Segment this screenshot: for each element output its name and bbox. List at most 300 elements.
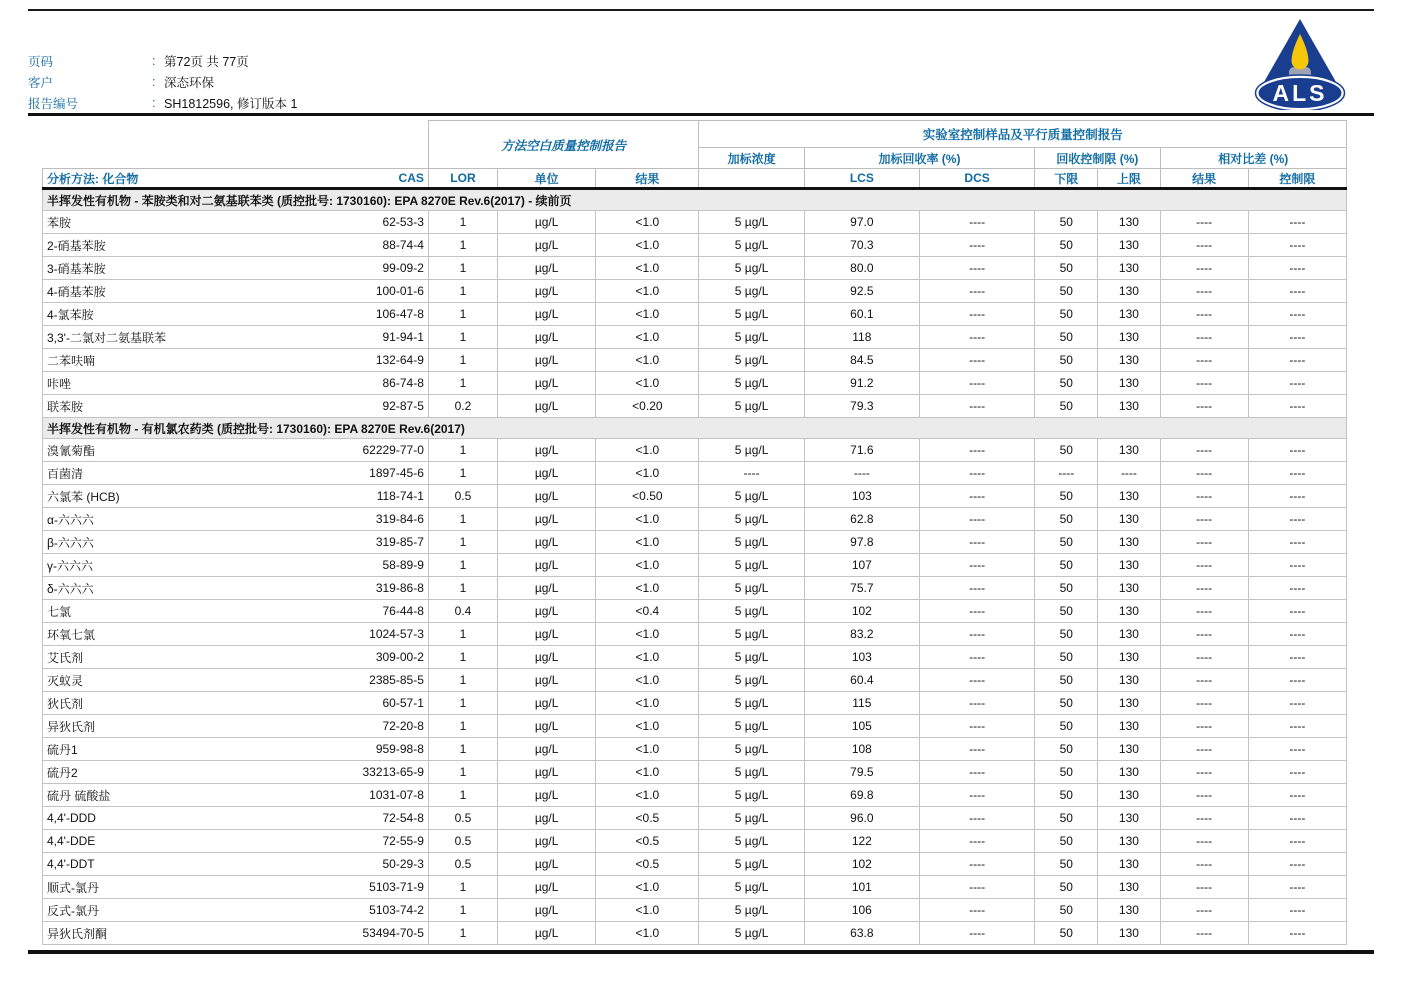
cell-lower-limit: 50 <box>1035 531 1098 554</box>
compound-name: α-六六六 <box>47 512 94 527</box>
compound-name: 二苯呋喃 <box>47 353 96 368</box>
method-compound-header-cell <box>43 169 429 189</box>
cell-blank-result: <1.0 <box>596 692 699 715</box>
header-row-page <box>28 50 297 71</box>
cell-blank-result: <0.5 <box>596 830 699 853</box>
cell-unit: µg/L <box>498 761 596 784</box>
compound-cell <box>43 692 429 715</box>
cell-unit: µg/L <box>498 439 596 462</box>
cell-upper-limit: 130 <box>1098 807 1160 830</box>
cell-upper-limit: 130 <box>1098 554 1160 577</box>
table-row <box>43 349 1347 372</box>
client-label: 客户 <box>28 75 54 90</box>
compound-name: 硫丹 硫酸盐 <box>47 788 111 803</box>
compound-cell <box>43 485 429 508</box>
cell-upper-limit: ---- <box>1098 462 1160 485</box>
compound-cell <box>43 395 429 418</box>
page-number-label: 页码 <box>28 54 54 69</box>
cell-rpd-result: ---- <box>1160 600 1248 623</box>
cell-lcs: 63.8 <box>804 922 919 945</box>
table-row <box>43 853 1347 876</box>
cell-blank-result: <0.4 <box>596 600 699 623</box>
compound-cell <box>43 715 429 738</box>
cell-spike-conc: 5 µg/L <box>699 577 804 600</box>
cell-spike-conc: 5 µg/L <box>699 280 804 303</box>
cell-unit: µg/L <box>498 830 596 853</box>
compound-name: 硫丹1 <box>47 742 78 757</box>
cell-rpd-result: ---- <box>1160 508 1248 531</box>
cell-blank-result: <1.0 <box>596 303 699 326</box>
cell-lor: 1 <box>428 303 497 326</box>
cas-number: 62229-77-0 <box>362 443 424 457</box>
cell-unit: µg/L <box>498 462 596 485</box>
cas-number: 86-74-8 <box>382 376 424 390</box>
cell-rpd-result: ---- <box>1160 807 1248 830</box>
cell-lower-limit: 50 <box>1035 554 1098 577</box>
cell-unit: µg/L <box>498 372 596 395</box>
cas-number: 5103-71-9 <box>369 880 424 894</box>
cell-lcs: 106 <box>804 899 919 922</box>
compound-name: 灭蚁灵 <box>47 673 84 688</box>
cell-upper-limit: 130 <box>1098 485 1160 508</box>
cell-upper-limit: 130 <box>1098 600 1160 623</box>
cell-dcs: ---- <box>919 876 1034 899</box>
cell-blank-result: <0.5 <box>596 807 699 830</box>
compound-name: 4,4'-DDE <box>47 834 96 848</box>
table-row <box>43 439 1347 462</box>
cell-rpd-limit: ---- <box>1248 784 1346 807</box>
cas-number: 100-01-6 <box>375 284 424 298</box>
cell-spike-conc: 5 µg/L <box>699 257 804 280</box>
compound-cell <box>43 761 429 784</box>
cell-unit: µg/L <box>498 692 596 715</box>
cell-upper-limit: 130 <box>1098 830 1160 853</box>
lcs-group-title: 实验室控制样品及平行质量控制报告 <box>699 121 1347 148</box>
cas-number: 72-54-8 <box>382 811 424 825</box>
blank-corner <box>43 121 429 169</box>
cell-lcs: 71.6 <box>804 439 919 462</box>
cell-rpd-limit: ---- <box>1248 807 1346 830</box>
compound-cell <box>43 922 429 945</box>
cell-lower-limit: 50 <box>1035 211 1098 234</box>
compound-cell <box>43 784 429 807</box>
compound-cell <box>43 600 429 623</box>
compound-name: 4-氯苯胺 <box>47 307 94 322</box>
cell-upper-limit: 130 <box>1098 211 1160 234</box>
cell-unit: µg/L <box>498 349 596 372</box>
cell-unit: µg/L <box>498 508 596 531</box>
cell-rpd-limit: ---- <box>1248 761 1346 784</box>
colon: : <box>152 95 156 110</box>
cell-spike-conc: 5 µg/L <box>699 669 804 692</box>
table-row <box>43 784 1347 807</box>
compound-name: 苯胺 <box>47 215 72 230</box>
cell-blank-result: <1.0 <box>596 211 699 234</box>
cell-blank-result: <1.0 <box>596 349 699 372</box>
cell-rpd-result: ---- <box>1160 830 1248 853</box>
cell-lor: 1 <box>428 738 497 761</box>
cell-rpd-limit: ---- <box>1248 623 1346 646</box>
cell-rpd-limit: ---- <box>1248 554 1346 577</box>
compound-cell <box>43 234 429 257</box>
rpd-limit-header: 控制限 <box>1248 169 1346 189</box>
cell-rpd-limit: ---- <box>1248 899 1346 922</box>
cell-upper-limit: 130 <box>1098 715 1160 738</box>
compound-cell <box>43 577 429 600</box>
cas-number: 72-55-9 <box>382 834 424 848</box>
cell-lcs: 91.2 <box>804 372 919 395</box>
cell-dcs: ---- <box>919 853 1034 876</box>
cell-upper-limit: 130 <box>1098 646 1160 669</box>
method-compound-header: 分析方法: 化合物 <box>47 171 139 186</box>
cas-number: 1031-07-8 <box>369 788 424 802</box>
cell-blank-result: <1.0 <box>596 531 699 554</box>
cell-spike-conc: 5 µg/L <box>699 830 804 853</box>
cell-lcs: 103 <box>804 485 919 508</box>
cell-dcs: ---- <box>919 669 1034 692</box>
section-header-row <box>43 189 1347 211</box>
cell-rpd-limit: ---- <box>1248 692 1346 715</box>
cell-spike-conc: 5 µg/L <box>699 692 804 715</box>
cell-spike-conc: 5 µg/L <box>699 395 804 418</box>
cell-lcs: 92.5 <box>804 280 919 303</box>
cell-upper-limit: 130 <box>1098 922 1160 945</box>
cell-unit: µg/L <box>498 303 596 326</box>
compound-cell <box>43 257 429 280</box>
cell-lower-limit: 50 <box>1035 669 1098 692</box>
cell-dcs: ---- <box>919 531 1034 554</box>
compound-cell <box>43 554 429 577</box>
cell-lcs: 102 <box>804 600 919 623</box>
cell-blank-result: <1.0 <box>596 784 699 807</box>
compound-name: 4,4'-DDT <box>47 857 95 871</box>
cell-lor: 1 <box>428 439 497 462</box>
top-rule <box>28 9 1374 11</box>
rpd-result-header: 结果 <box>1160 169 1248 189</box>
cell-upper-limit: 130 <box>1098 692 1160 715</box>
cell-rpd-result: ---- <box>1160 439 1248 462</box>
cell-blank-result: <1.0 <box>596 554 699 577</box>
colon: : <box>152 74 156 89</box>
cell-blank-result: <1.0 <box>596 876 699 899</box>
cas-number: 319-86-8 <box>375 581 424 595</box>
compound-name: 艾氏剂 <box>47 650 84 665</box>
cell-dcs: ---- <box>919 508 1034 531</box>
compound-name: 反式-氯丹 <box>47 903 99 918</box>
cell-blank-result: <1.0 <box>596 922 699 945</box>
header-row-client <box>28 71 297 92</box>
spike-conc-header: 加标浓度 <box>699 148 804 169</box>
cell-dcs: ---- <box>919 326 1034 349</box>
cell-rpd-result: ---- <box>1160 623 1248 646</box>
compound-cell <box>43 531 429 554</box>
cell-dcs: ---- <box>919 922 1034 945</box>
cell-blank-result: <1.0 <box>596 761 699 784</box>
cell-rpd-limit: ---- <box>1248 439 1346 462</box>
cell-lor: 1 <box>428 508 497 531</box>
cas-number: 53494-70-5 <box>362 926 424 940</box>
cell-upper-limit: 130 <box>1098 280 1160 303</box>
cell-spike-conc: 5 µg/L <box>699 761 804 784</box>
cas-number: 33213-65-9 <box>362 765 424 779</box>
cell-spike-conc: 5 µg/L <box>699 554 804 577</box>
cell-dcs: ---- <box>919 761 1034 784</box>
cell-lower-limit: 50 <box>1035 830 1098 853</box>
report-no-value: SH1812596, 修订版本 1 <box>164 96 298 111</box>
cell-lcs: 115 <box>804 692 919 715</box>
cell-rpd-result: ---- <box>1160 784 1248 807</box>
cell-unit: µg/L <box>498 876 596 899</box>
cell-dcs: ---- <box>919 899 1034 922</box>
cell-lcs: ---- <box>804 462 919 485</box>
cell-spike-conc: 5 µg/L <box>699 922 804 945</box>
cell-lcs: 102 <box>804 853 919 876</box>
cell-rpd-result: ---- <box>1160 211 1248 234</box>
cell-lcs: 97.8 <box>804 531 919 554</box>
cas-number: 50-29-3 <box>382 857 424 871</box>
cell-dcs: ---- <box>919 807 1034 830</box>
cell-spike-conc: 5 µg/L <box>699 211 804 234</box>
cell-upper-limit: 130 <box>1098 372 1160 395</box>
cell-blank-result: <1.0 <box>596 508 699 531</box>
page-number-value: 第72页 共 77页 <box>164 54 249 69</box>
cas-number: 1024-57-3 <box>369 627 424 641</box>
table-row <box>43 531 1347 554</box>
cell-rpd-limit: ---- <box>1248 738 1346 761</box>
cell-rpd-limit: ---- <box>1248 531 1346 554</box>
table-row <box>43 280 1347 303</box>
compound-cell <box>43 280 429 303</box>
table-row <box>43 508 1347 531</box>
cell-dcs: ---- <box>919 485 1034 508</box>
cell-rpd-limit: ---- <box>1248 876 1346 899</box>
table-row <box>43 830 1347 853</box>
cell-rpd-result: ---- <box>1160 395 1248 418</box>
cell-lower-limit: 50 <box>1035 508 1098 531</box>
compound-name: 3,3'-二氯对二氨基联苯 <box>47 330 166 345</box>
cell-unit: µg/L <box>498 326 596 349</box>
cell-dcs: ---- <box>919 577 1034 600</box>
cell-spike-conc: 5 µg/L <box>699 738 804 761</box>
header-divider-rule <box>28 113 1374 116</box>
cell-lor: 1 <box>428 211 497 234</box>
cell-upper-limit: 130 <box>1098 395 1160 418</box>
cell-dcs: ---- <box>919 211 1034 234</box>
table-row <box>43 234 1347 257</box>
cell-blank-result: <1.0 <box>596 738 699 761</box>
compound-name: 咔唑 <box>47 376 72 391</box>
recovery-group-header: 加标回收率 (%) <box>804 148 1035 169</box>
cell-lower-limit: 50 <box>1035 623 1098 646</box>
cell-upper-limit: 130 <box>1098 349 1160 372</box>
cell-rpd-result: ---- <box>1160 853 1248 876</box>
compound-cell <box>43 830 429 853</box>
compound-name: 联苯胺 <box>47 399 84 414</box>
cas-header: CAS <box>398 171 424 185</box>
cell-lor: 1 <box>428 876 497 899</box>
cell-rpd-limit: ---- <box>1248 349 1346 372</box>
cell-spike-conc: 5 µg/L <box>699 715 804 738</box>
cell-unit: µg/L <box>498 922 596 945</box>
compound-cell <box>43 326 429 349</box>
cell-lower-limit: 50 <box>1035 485 1098 508</box>
report-header <box>28 50 297 113</box>
cell-lor: 0.5 <box>428 807 497 830</box>
compound-cell <box>43 853 429 876</box>
cell-lor: 1 <box>428 349 497 372</box>
qc-report-table <box>42 120 1347 945</box>
table-row <box>43 922 1347 945</box>
lower-limit-header: 下限 <box>1035 169 1098 189</box>
cell-lcs: 84.5 <box>804 349 919 372</box>
cell-lor: 1 <box>428 623 497 646</box>
cell-rpd-result: ---- <box>1160 692 1248 715</box>
cell-rpd-result: ---- <box>1160 234 1248 257</box>
cell-lower-limit: 50 <box>1035 646 1098 669</box>
table-row <box>43 623 1347 646</box>
cell-upper-limit: 130 <box>1098 669 1160 692</box>
table-row <box>43 372 1347 395</box>
cell-rpd-result: ---- <box>1160 349 1248 372</box>
compound-cell <box>43 738 429 761</box>
cell-lower-limit: 50 <box>1035 395 1098 418</box>
cell-blank-result: <1.0 <box>596 646 699 669</box>
cell-unit: µg/L <box>498 280 596 303</box>
cas-number: 309-00-2 <box>375 650 424 664</box>
cell-blank-result: <0.20 <box>596 395 699 418</box>
cell-lcs: 105 <box>804 715 919 738</box>
compound-name: 4,4'-DDD <box>47 811 96 825</box>
cell-dcs: ---- <box>919 395 1034 418</box>
cell-unit: µg/L <box>498 211 596 234</box>
table-group-header-row <box>43 121 1347 148</box>
cell-rpd-limit: ---- <box>1248 715 1346 738</box>
table-row <box>43 899 1347 922</box>
section-title: 半挥发性有机物 - 有机氯农药类 (质控批号: 1730160): EPA 8270E Rev.6(2017) <box>43 418 1347 439</box>
cell-rpd-limit: ---- <box>1248 600 1346 623</box>
cell-lower-limit: 50 <box>1035 876 1098 899</box>
cell-unit: µg/L <box>498 623 596 646</box>
cell-lor: 1 <box>428 922 497 945</box>
report-no-label: 报告编号 <box>28 96 79 111</box>
compound-name: 2-硝基苯胺 <box>47 238 106 253</box>
cell-lcs: 60.4 <box>804 669 919 692</box>
cell-lcs: 118 <box>804 326 919 349</box>
cell-spike-conc: 5 µg/L <box>699 899 804 922</box>
table-row <box>43 554 1347 577</box>
cell-unit: µg/L <box>498 234 596 257</box>
cell-blank-result: <1.0 <box>596 899 699 922</box>
cell-rpd-result: ---- <box>1160 531 1248 554</box>
spike-empty-header <box>699 169 804 189</box>
compound-name: 百菌清 <box>47 466 84 481</box>
compound-name: β-六六六 <box>47 535 94 550</box>
cell-lcs: 80.0 <box>804 257 919 280</box>
cell-dcs: ---- <box>919 554 1034 577</box>
cell-spike-conc: ---- <box>699 462 804 485</box>
cas-number: 5103-74-2 <box>369 903 424 917</box>
compound-name: 硫丹2 <box>47 765 78 780</box>
cell-dcs: ---- <box>919 646 1034 669</box>
table-row <box>43 738 1347 761</box>
compound-cell <box>43 623 429 646</box>
cell-lower-limit: 50 <box>1035 899 1098 922</box>
section-title: 半挥发性有机物 - 苯胺类和对二氨基联苯类 (质控批号: 1730160): EPA 8270E Rev.6(2017) - 续前页 <box>43 189 1347 211</box>
cell-lor: 1 <box>428 784 497 807</box>
cell-upper-limit: 130 <box>1098 876 1160 899</box>
cell-rpd-limit: ---- <box>1248 577 1346 600</box>
compound-name: 环氧七氯 <box>47 627 96 642</box>
cell-lower-limit: 50 <box>1035 280 1098 303</box>
cell-dcs: ---- <box>919 257 1034 280</box>
cell-unit: µg/L <box>498 257 596 280</box>
recovery-limit-group-header: 回收控制限 (%) <box>1035 148 1160 169</box>
cas-number: 72-20-8 <box>382 719 424 733</box>
cas-number: 88-74-4 <box>382 238 424 252</box>
cell-lcs: 83.2 <box>804 623 919 646</box>
cas-number: 58-89-9 <box>382 558 424 572</box>
cell-dcs: ---- <box>919 439 1034 462</box>
cell-dcs: ---- <box>919 462 1034 485</box>
cell-unit: µg/L <box>498 531 596 554</box>
cell-rpd-limit: ---- <box>1248 508 1346 531</box>
cell-rpd-limit: ---- <box>1248 234 1346 257</box>
cell-lcs: 69.8 <box>804 784 919 807</box>
compound-name: 4-硝基苯胺 <box>47 284 106 299</box>
cell-dcs: ---- <box>919 280 1034 303</box>
cell-lcs: 101 <box>804 876 919 899</box>
cell-rpd-limit: ---- <box>1248 257 1346 280</box>
cell-upper-limit: 130 <box>1098 439 1160 462</box>
section-header-row <box>43 418 1347 439</box>
cell-rpd-limit: ---- <box>1248 211 1346 234</box>
cell-spike-conc: 5 µg/L <box>699 853 804 876</box>
cell-lower-limit: 50 <box>1035 303 1098 326</box>
table-row <box>43 211 1347 234</box>
compound-cell <box>43 372 429 395</box>
cell-upper-limit: 130 <box>1098 623 1160 646</box>
cell-lor: 1 <box>428 326 497 349</box>
cell-blank-result: <1.0 <box>596 326 699 349</box>
cell-rpd-result: ---- <box>1160 485 1248 508</box>
compound-cell <box>43 211 429 234</box>
client-value: 深态环保 <box>164 75 215 90</box>
table-row <box>43 600 1347 623</box>
cell-unit: µg/L <box>498 715 596 738</box>
cell-lor: 1 <box>428 646 497 669</box>
cell-lcs: 97.0 <box>804 211 919 234</box>
cell-lower-limit: 50 <box>1035 439 1098 462</box>
bottom-rule <box>28 950 1374 954</box>
cell-lcs: 79.5 <box>804 761 919 784</box>
cell-spike-conc: 5 µg/L <box>699 508 804 531</box>
method-blank-group-title: 方法空白质量控制报告 <box>428 121 699 169</box>
cell-spike-conc: 5 µg/L <box>699 303 804 326</box>
cell-upper-limit: 130 <box>1098 784 1160 807</box>
cell-lower-limit: 50 <box>1035 600 1098 623</box>
cell-lor: 0.4 <box>428 600 497 623</box>
cell-lor: 0.5 <box>428 830 497 853</box>
cell-dcs: ---- <box>919 692 1034 715</box>
table-row <box>43 692 1347 715</box>
cell-unit: µg/L <box>498 554 596 577</box>
cell-lor: 1 <box>428 280 497 303</box>
compound-name: 六氯苯 (HCB) <box>47 489 120 504</box>
cas-number: 106-47-8 <box>375 307 424 321</box>
cell-unit: µg/L <box>498 853 596 876</box>
table-row <box>43 577 1347 600</box>
cell-rpd-result: ---- <box>1160 326 1248 349</box>
